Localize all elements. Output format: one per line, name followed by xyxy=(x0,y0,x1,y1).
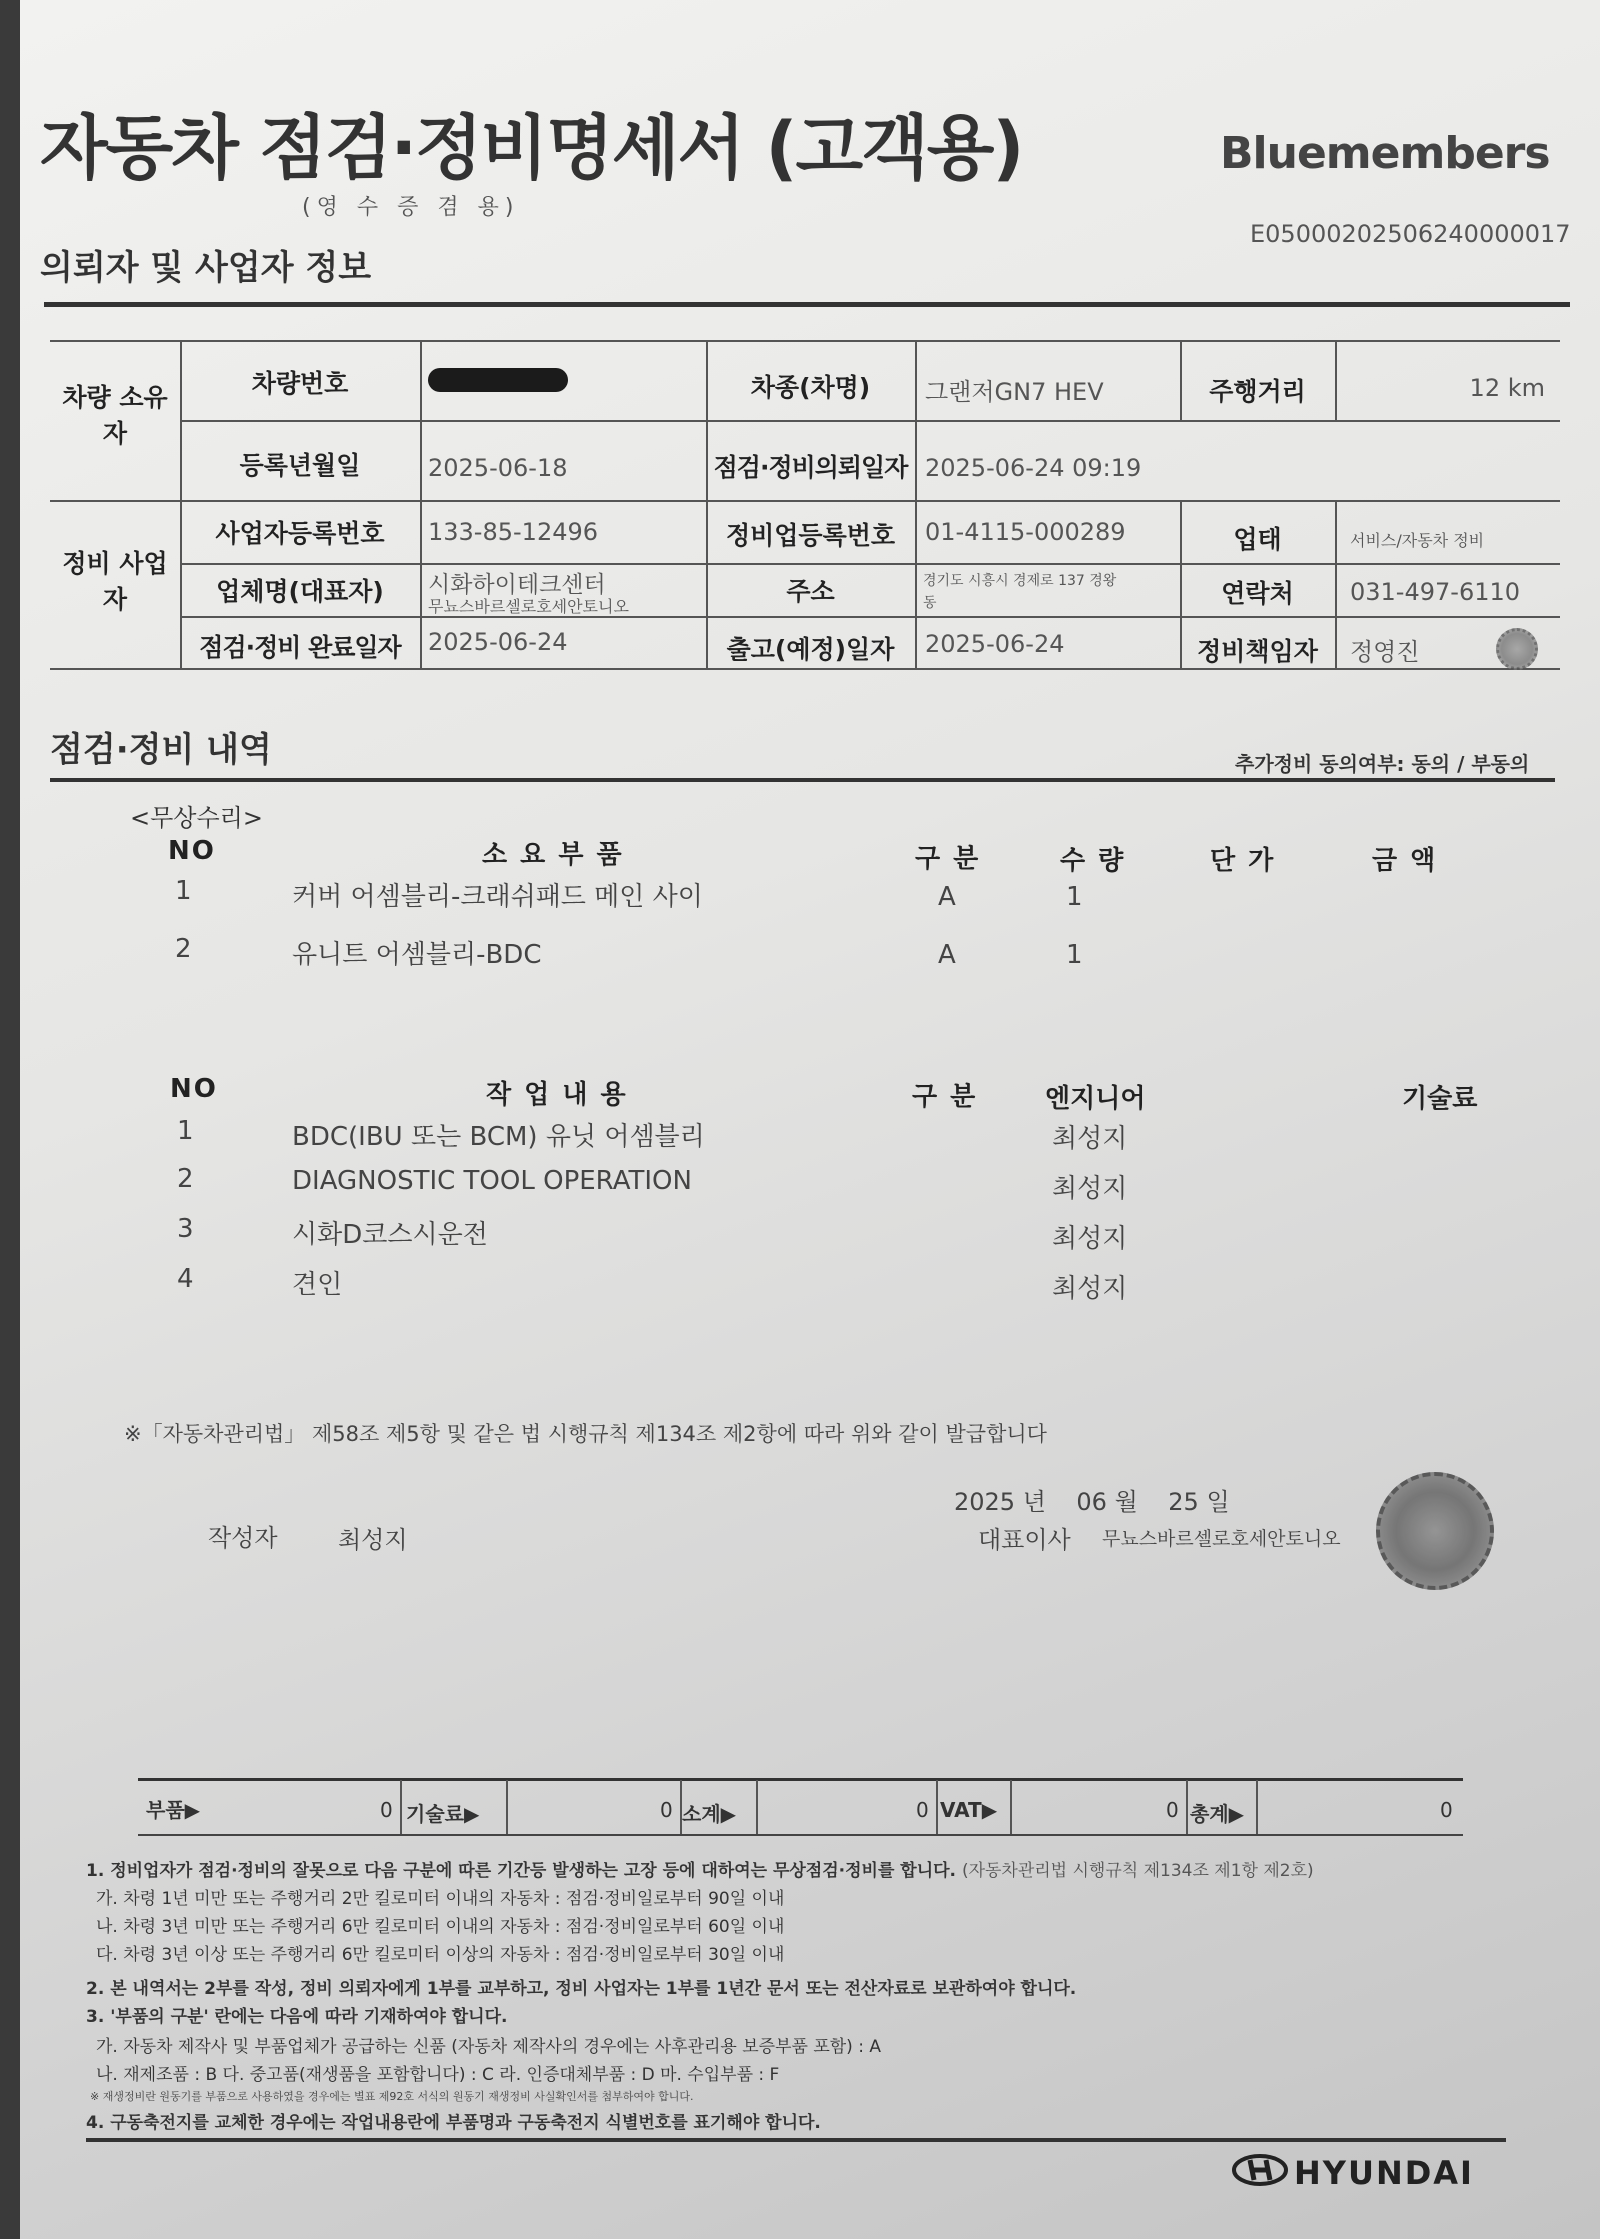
company-name-label: 업체명(대표자) xyxy=(216,577,384,606)
section-rule xyxy=(44,302,1570,307)
address-label: 주소 xyxy=(786,577,835,606)
parts-name: 커버 어셈블리-크래쉬패드 메인 사이 xyxy=(292,882,703,912)
note-1a: 가. 차령 1년 미만 또는 주행거리 2만 킬로미터 이내의 자동차 : 점검·정비일로부터 90일 이내 xyxy=(96,1889,785,1909)
note-2: 2. 본 내역서는 2부를 작성, 정비 의뢰자에게 1부를 교부하고, 정비 사업자는 1부를 1년간 문서 또는 전산자료로 보관하여야 합니다. xyxy=(86,1979,1077,1999)
document-number: E05000202506240000017 xyxy=(1250,220,1571,248)
parts-no: 2 xyxy=(175,934,192,964)
work-no: 3 xyxy=(177,1214,194,1244)
total-labor-label: 기술료▶ xyxy=(406,1802,480,1826)
parts-qty: 1 xyxy=(1066,940,1083,970)
parts-header-no: NO xyxy=(168,836,216,866)
work-no: 1 xyxy=(177,1116,194,1146)
company-stamp-icon xyxy=(1376,1472,1494,1590)
work-engineer: 최성지 xyxy=(1052,1124,1128,1154)
vat-value: 0 xyxy=(1166,1798,1179,1822)
regno-value: 01-4115-000289 xyxy=(925,518,1126,546)
section-title-details: 점검·정비 내역 xyxy=(50,730,272,770)
total-parts-label: 부품▶ xyxy=(146,1798,201,1822)
document-sheet xyxy=(20,0,1600,2239)
bizno-value: 133-85-12496 xyxy=(428,518,599,546)
model-value: 그랜저GN7 HEV xyxy=(925,378,1104,406)
address-value: 경기도 시흥시 경제로 137 경왕 xyxy=(923,573,1117,589)
reg-date-label: 등록년월일 xyxy=(239,451,361,480)
work-engineer: 최성지 xyxy=(1052,1174,1128,1204)
manager-value: 정영진 xyxy=(1350,638,1420,666)
brand-logo: Bluemembers xyxy=(1220,128,1550,179)
reg-date-value: 2025-06-18 xyxy=(428,454,568,482)
business-group-label: 정비 사업자 xyxy=(62,549,168,614)
company-rep-value: 무뇨스바르셀로호세안토니오 xyxy=(428,597,629,616)
work-engineer: 최성지 xyxy=(1052,1224,1128,1254)
work-header-no: NO xyxy=(170,1074,218,1104)
parts-name: 유니트 어셈블리-BDC xyxy=(292,940,542,970)
regno-label: 정비업등록번호 xyxy=(725,521,896,550)
section-title-info: 의뢰자 및 사업자 정보 xyxy=(40,248,372,288)
footer-rule xyxy=(86,2138,1506,2142)
note-1b: 나. 차령 3년 미만 또는 주행거리 6만 킬로미터 이내의 자동차 : 점검·정비일로부터 60일 이내 xyxy=(96,1917,785,1937)
work-header-engineer: 엔지니어 xyxy=(1045,1084,1146,1114)
note-4: 4. 구동축전지를 교체한 경우에는 작업내용란에 부품명과 구동축전지 식별번호를 표기해야 합니다. xyxy=(86,2113,821,2133)
work-engineer: 최성지 xyxy=(1052,1274,1128,1304)
manager-seal-icon xyxy=(1496,628,1538,670)
parts-header-qty: 수 량 xyxy=(1060,846,1126,876)
work-desc: 시화D코스시운전 xyxy=(292,1220,488,1250)
plate-redaction xyxy=(428,368,568,392)
issue-date: 2025 년 06 월 25 일 xyxy=(954,1488,1230,1516)
work-no: 4 xyxy=(177,1264,194,1294)
model-label: 차종(차명) xyxy=(750,373,871,402)
note-3b: 나. 재제조품 : B 다. 중고품(재생품을 포함합니다) : C 라. 인증대체부품 : D 마. 수입부품 : F xyxy=(96,2065,780,2085)
subtotal-value: 0 xyxy=(916,1798,929,1822)
manager-label: 정비책임자 xyxy=(1197,637,1318,666)
biz-type-value: 서비스/자동차 정비 xyxy=(1350,531,1485,550)
request-date-label: 점검·정비의뢰일자 xyxy=(713,453,908,482)
bizno-label: 사업자등록번호 xyxy=(215,519,385,548)
parts-header-price: 단 가 xyxy=(1210,846,1276,876)
ceo-label: 대표이사 xyxy=(978,1526,1071,1554)
release-date-label: 출고(예정)일자 xyxy=(726,635,895,664)
mileage-value: 12 km xyxy=(1469,374,1545,402)
release-date-value: 2025-06-24 xyxy=(925,630,1065,658)
tel-label: 연락처 xyxy=(1221,579,1294,608)
vat-label: VAT▶ xyxy=(940,1798,998,1822)
parts-type: A xyxy=(938,882,956,912)
request-date-value: 2025-06-24 09:19 xyxy=(925,454,1142,482)
company-name-value: 시화하이테크센터 xyxy=(428,572,606,598)
biz-type-label: 업태 xyxy=(1233,525,1282,554)
grand-total-label: 총계▶ xyxy=(1190,1802,1245,1826)
section-rule-2 xyxy=(50,778,1555,782)
note-3a: 가. 자동차 제작사 및 부품업체가 공급하는 신품 (자동차 제작사의 경우에는 사후관리용 보증부품 포함) : A xyxy=(96,2037,881,2057)
owner-group-label: 차량 소유자 xyxy=(62,383,168,448)
mileage-label: 주행거리 xyxy=(1209,377,1306,406)
note-3: 3. '부품의 구분' 란에는 다음에 따라 기재하여야 합니다. xyxy=(86,2007,508,2027)
note-3c: ※ 재생정비란 원동기를 부품으로 사용하였을 경우에는 별표 제92호 서식의 원동기 재생정비 사실확인서를 첨부하여야 합니다. xyxy=(90,2090,694,2103)
note-1c: 다. 차령 3년 이상 또는 주행거리 6만 킬로미터 이상의 자동차 : 점검·정비일로부터 30일 이내 xyxy=(96,1945,785,1965)
hyundai-logo-icon xyxy=(1232,2154,1288,2186)
law-note: ※「자동차관리법」 제58조 제5항 및 같은 법 시행규칙 제134조 제2항에 따라 위와 같이 발급합니다 xyxy=(124,1422,1047,1446)
work-header-type: 구 분 xyxy=(912,1082,978,1112)
subtotal-label: 소계▶ xyxy=(682,1802,737,1826)
plate-label: 차량번호 xyxy=(251,369,349,398)
parts-header-amount: 금 액 xyxy=(1372,846,1438,876)
total-labor-value: 0 xyxy=(660,1798,673,1822)
total-parts-value: 0 xyxy=(380,1798,393,1822)
parts-no: 1 xyxy=(175,876,192,906)
done-date-label: 점검·정비 완료일자 xyxy=(199,633,401,662)
ceo-name: 무뇨스바르셀로호세안토니오 xyxy=(1102,1528,1341,1550)
work-desc: BDC(IBU 또는 BCM) 유닛 어셈블리 xyxy=(292,1122,705,1152)
writer-label: 작성자 xyxy=(208,1524,278,1552)
note-1: 1. 정비업자가 점검·정비의 잘못으로 다음 구분에 따른 기간등 발생하는 고장 등에 대하여는 무상점검·정비를 합니다. (자동차관리법 시행규칙 제134조 제1항 제2호) xyxy=(86,1861,1314,1881)
work-header-desc: 작 업 내 용 xyxy=(486,1080,628,1110)
work-header-fee: 기술료 xyxy=(1402,1084,1478,1114)
hyundai-wordmark: HYUNDAI xyxy=(1294,2154,1474,2192)
tel-value: 031-497-6110 xyxy=(1350,578,1521,606)
parts-header-type: 구 분 xyxy=(915,844,981,874)
grand-total-value: 0 xyxy=(1440,1798,1453,1822)
parts-qty: 1 xyxy=(1066,882,1083,912)
note-1-ref: (자동차관리법 시행규칙 제134조 제1항 제2호) xyxy=(961,1861,1314,1881)
document-title: 자동차 점검·정비명세서 (고객용) xyxy=(40,107,1023,189)
document-subtitle: (영 수 증 겸 용) xyxy=(302,195,520,220)
work-no: 2 xyxy=(177,1164,194,1194)
done-date-value: 2025-06-24 xyxy=(428,628,568,656)
address-value-2: 동 xyxy=(923,595,937,611)
free-repair-label: <무상수리> xyxy=(130,804,263,832)
parts-type: A xyxy=(938,940,956,970)
work-desc: DIAGNOSTIC TOOL OPERATION xyxy=(292,1166,692,1196)
writer-name: 최성지 xyxy=(338,1526,408,1554)
consent-text: 추가정비 동의여부: 동의 / 부동의 xyxy=(1235,752,1530,776)
work-desc: 견인 xyxy=(292,1270,343,1300)
parts-header-name: 소 요 부 품 xyxy=(482,840,624,870)
